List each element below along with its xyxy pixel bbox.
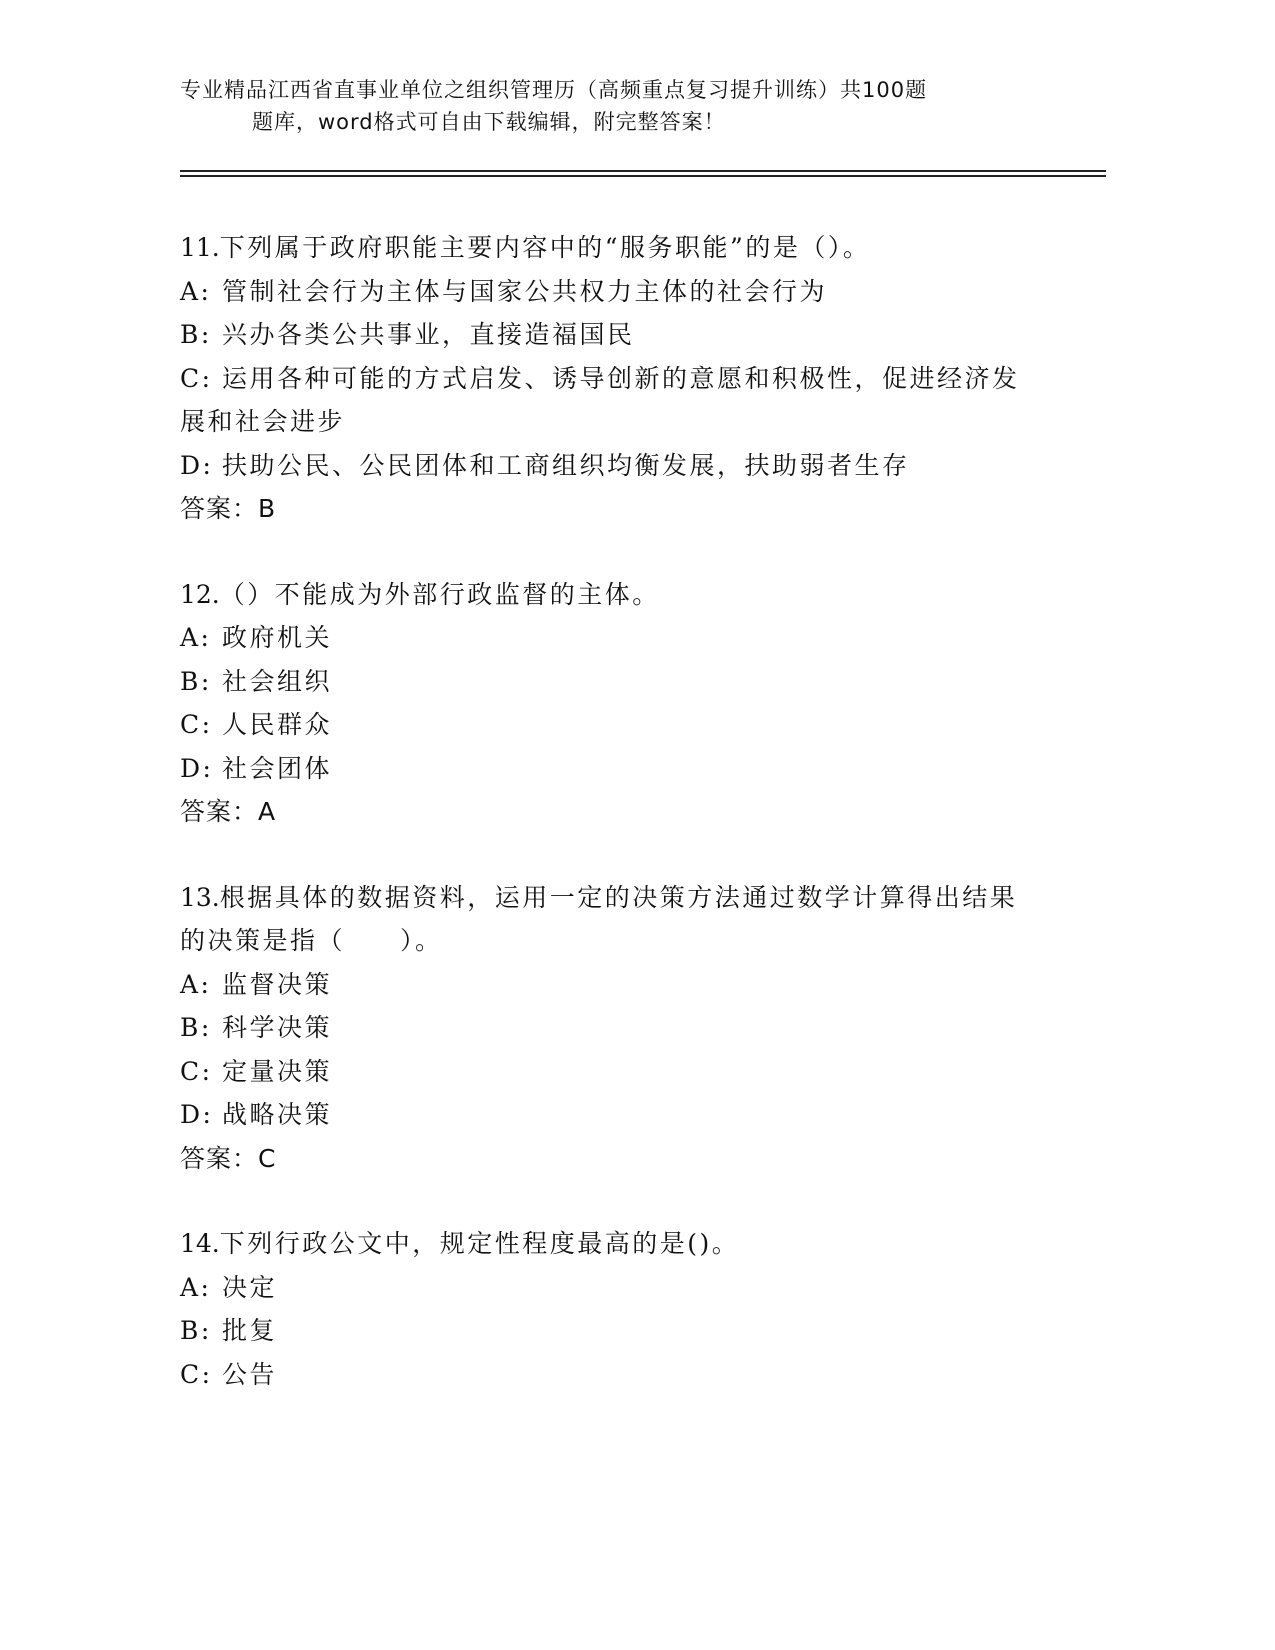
option-b (180, 1006, 1040, 1050)
option-b (180, 1309, 1040, 1353)
option-b (180, 660, 1040, 704)
option-text: 批复 (222, 1316, 278, 1345)
option-text: 监督决策 (222, 969, 333, 999)
question-number: 14. (180, 1229, 220, 1258)
option-label: D: (180, 753, 214, 783)
option-label: C: (180, 710, 213, 739)
question-stem: 根据具体的数据资料，运用一定的决策方法通过数学计算得出结果的决策是指（ ）。 (180, 882, 1018, 955)
question-text (180, 876, 1040, 963)
question-text (180, 226, 1040, 270)
header-divider-bottom (180, 175, 1106, 177)
option-label: B: (180, 1013, 212, 1042)
answer-text: 答案：B (180, 494, 277, 523)
question-stem: 下列属于政府职能主要内容中的“服务职能”的是（）。 (219, 233, 871, 262)
option-c (180, 703, 1040, 747)
answer-text: 答案：A (180, 797, 277, 826)
question-number: 11. (180, 233, 220, 262)
option-label: A: (180, 276, 212, 306)
question-14 (180, 1222, 1040, 1396)
question-stem: （）不能成为外部行政监督的主体。 (219, 579, 660, 609)
option-label: C: (180, 1056, 213, 1086)
header-divider-top (180, 170, 1106, 172)
option-label: B: (180, 666, 212, 696)
option-text: 扶助公民、公民团体和工商组织均衡发展，扶助弱者生存 (222, 450, 910, 480)
option-text: 运用各种可能的方式启发、诱导创新的意愿和积极性，促进经济发展和社会进步 (180, 363, 1020, 436)
option-a (180, 963, 1040, 1007)
option-label: B: (180, 320, 212, 349)
header-title-line2: 题库，word格式可自由下载编辑，附完整答案！ (252, 110, 726, 134)
question-text (180, 1222, 1040, 1266)
option-text: 决定 (222, 1272, 278, 1302)
option-text: 管制社会行为主体与国家公共权力主体的社会行为 (222, 276, 828, 306)
option-c (180, 1050, 1040, 1094)
question-list (180, 226, 1040, 1438)
option-text: 公告 (222, 1359, 278, 1389)
question-text (180, 573, 1040, 617)
option-label: B: (180, 1316, 212, 1345)
option-d (180, 444, 1040, 488)
option-label: A: (180, 1272, 212, 1302)
option-label: D: (180, 1100, 214, 1129)
answer-text: 答案：C (180, 1143, 277, 1173)
question-11 (180, 226, 1040, 531)
option-text: 社会组织 (222, 666, 333, 696)
option-text: 定量决策 (222, 1056, 333, 1086)
option-label: C: (180, 1359, 213, 1389)
option-label: C: (180, 363, 213, 393)
document-header (180, 74, 1060, 138)
question-number: 13. (180, 882, 220, 912)
question-12 (180, 573, 1040, 834)
option-label: A: (180, 969, 212, 999)
option-a (180, 1266, 1040, 1310)
option-label: D: (180, 450, 214, 480)
option-text: 兴办各类公共事业，直接造福国民 (222, 320, 635, 349)
option-text: 人民群众 (222, 710, 333, 739)
option-text: 社会团体 (222, 753, 333, 783)
header-title-line1: 专业精品江西省直事业单位之组织管理历（高频重点复习提升训练）共100题 (180, 78, 928, 102)
option-d (180, 747, 1040, 791)
question-13 (180, 876, 1040, 1181)
option-c (180, 357, 1040, 444)
option-a (180, 616, 1040, 660)
option-d (180, 1093, 1040, 1137)
option-c (180, 1353, 1040, 1397)
question-number: 12. (180, 579, 220, 609)
option-text: 战略决策 (222, 1100, 333, 1129)
option-b (180, 313, 1040, 357)
option-text: 科学决策 (222, 1013, 333, 1042)
option-text: 政府机关 (222, 623, 333, 652)
option-label: A: (180, 623, 212, 652)
question-stem: 下列行政公文中，规定性程度最高的是()。 (219, 1229, 740, 1258)
option-a (180, 270, 1040, 314)
